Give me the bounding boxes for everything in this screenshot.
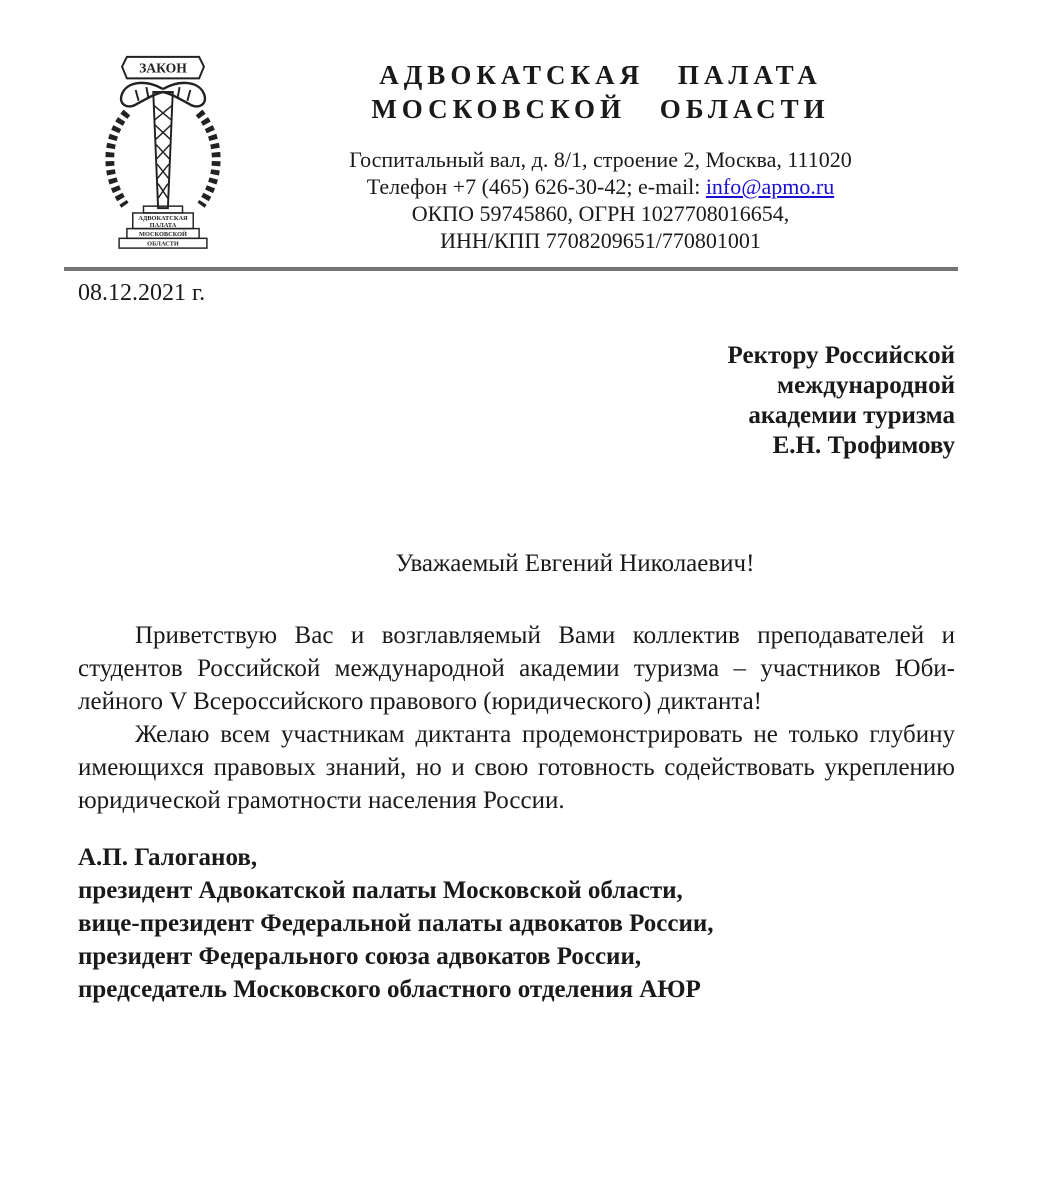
signature-block	[78, 841, 955, 1006]
org-inn-kpp: ИНН/КПП 7708209651/770801001	[440, 228, 761, 253]
org-name-line-1: АДВОКАТСКАЯ ПАЛАТА	[379, 60, 822, 90]
emblem-pedestal-line-1: АДВОКАТСКАЯ	[138, 214, 188, 222]
org-phone-email	[243, 173, 958, 200]
divider-line	[64, 267, 958, 271]
emblem-pedestal-line-4: ОБЛАСТИ	[147, 240, 179, 248]
signature-title: вице-президент Федеральной палаты адвокатов России,	[78, 910, 714, 937]
org-okpo-ogrn: ОКПО 59745860, ОГРН 1027708016654,	[411, 201, 790, 226]
signature-title: председатель Московского областного отделения АЮР	[78, 976, 701, 1003]
org-logo	[88, 52, 243, 254]
org-name-line-2: МОСКОВСКОЙ ОБЛАСТИ	[371, 94, 830, 124]
emblem-pedestal-line-2: ПАЛАТА	[149, 222, 177, 230]
law-emblem-icon	[88, 52, 238, 252]
org-contact-block	[243, 146, 958, 254]
signature-title: президент Адвокатской палаты Московской области,	[78, 877, 683, 904]
body-line: лейного V Всероссийского правового (юридического) диктанта!	[78, 688, 763, 715]
body-line: Желаю всем участникам диктанта продемонстрировать не только глубину	[135, 721, 955, 748]
email-link[interactable]: info@apmo.ru	[705, 174, 835, 199]
org-address: Госпитальный вал, д. 8/1, строение 2, Москва, 111020	[349, 147, 852, 172]
salutation: Уважаемый Евгений Николаевич!	[395, 550, 755, 577]
body-line: студентов Российской международной академии туризма – участников Юби-	[78, 655, 955, 682]
body-line: юридической грамотности населения России.	[78, 787, 565, 814]
letterhead	[0, 0, 1038, 254]
signature-title: президент Федерального союза адвокатов России,	[78, 943, 642, 970]
addressee-block	[0, 341, 955, 461]
emblem-banner-label: ЗАКОН	[139, 60, 187, 76]
letter-body	[78, 619, 955, 817]
addressee-line: международной	[777, 372, 955, 399]
signature-name: А.П. Галоганов,	[78, 844, 258, 871]
org-phone: Телефон +7 (465) 626-30-42; e-mail:	[366, 174, 706, 199]
addressee-line: академии туризма	[748, 402, 955, 429]
body-line: имеющихся правовых знаний, но и свою готовность содействовать укреплению	[78, 754, 955, 781]
letter-date: 08.12.2021 г.	[78, 280, 206, 306]
body-line: Приветствую Вас и возглавляемый Вами коллектив преподавателей и	[135, 622, 955, 649]
addressee-line: Е.Н. Трофимову	[772, 432, 955, 459]
org-info-block	[243, 52, 958, 254]
addressee-line: Ректору Российской	[727, 342, 955, 369]
emblem-pedestal-line-3: МОСКОВСКОЙ	[139, 230, 187, 238]
